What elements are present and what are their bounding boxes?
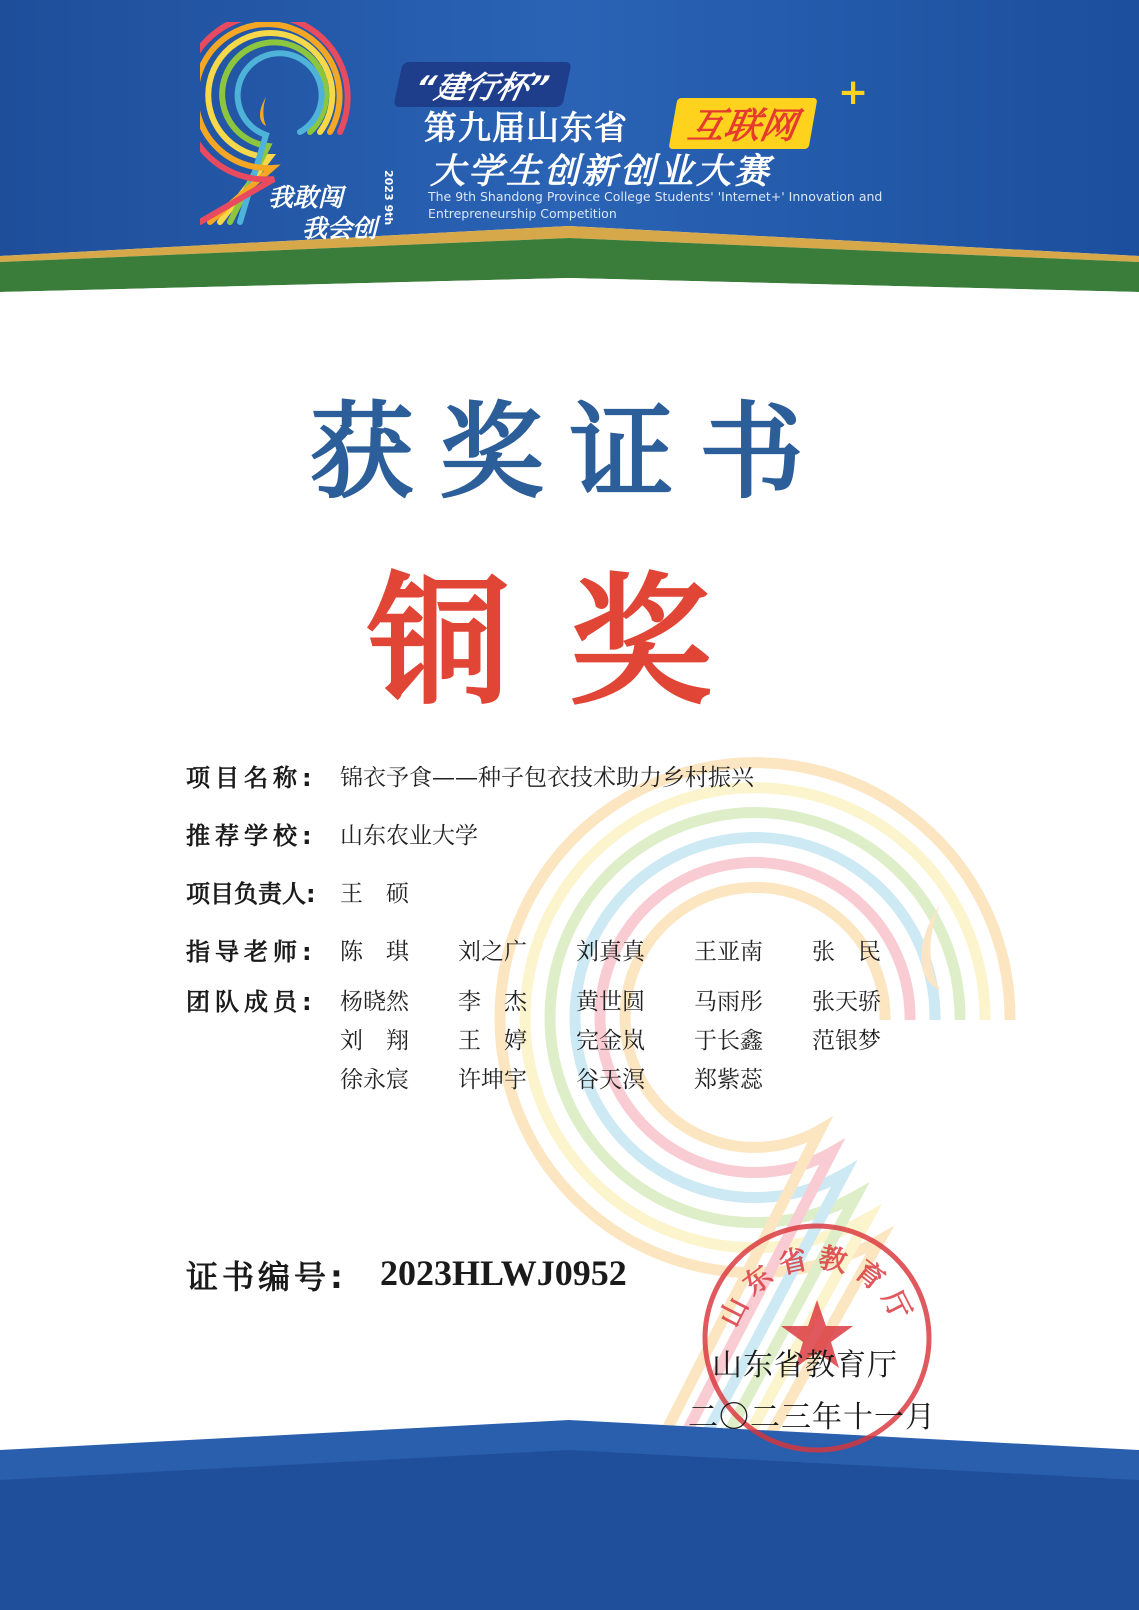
certificate-number-label: 证书编号: [186, 1258, 347, 1296]
member-name: 杨晓然 [340, 989, 409, 1015]
member-name: 李 杰 [458, 989, 527, 1015]
advisor-name: 张 民 [812, 939, 881, 965]
project-value: 锦衣予食——种子包衣技术助力乡村振兴 [340, 765, 754, 791]
project-label: 项目名称: [186, 764, 317, 792]
member-name: 黄世圆 [576, 989, 645, 1015]
competition-title-line-1: 第九届山东省 [424, 108, 628, 147]
member-name: 郑紫蕊 [694, 1067, 763, 1093]
members-label: 团队成员: [186, 988, 317, 1016]
leader-value: 王 硕 [340, 881, 409, 907]
member-name: 刘 翔 [340, 1028, 409, 1054]
member-name: 马雨彤 [694, 989, 763, 1015]
issue-date: 二〇二三年十一月 [688, 1400, 936, 1435]
internet-plus-badge: 互联网 [669, 98, 818, 149]
certificate-number: 2023HLWJ0952 [380, 1253, 627, 1293]
plus-sign: + [838, 72, 869, 113]
member-name: 王 婷 [458, 1028, 527, 1054]
seal-text: 山东省教育厅 [712, 1240, 922, 1332]
advisor-name: 刘真真 [576, 939, 645, 965]
leader-label: 项目负责人: [186, 880, 316, 908]
member-name: 于长鑫 [694, 1028, 763, 1054]
award-level: 铜奖 [367, 560, 772, 725]
advisor-name: 刘之广 [458, 939, 527, 965]
advisor-name: 陈 琪 [340, 939, 409, 965]
member-name: 徐永宸 [340, 1067, 409, 1093]
header-banner [0, 0, 1139, 300]
member-name: 完金岚 [576, 1028, 645, 1054]
cup-title: “建行杯” [393, 62, 572, 107]
member-name: 谷天溟 [576, 1067, 645, 1093]
english-title: The 9th Shandong Province College Students' 'Internet+' Innovation and Entrepreneurship Competition [428, 189, 883, 221]
member-name: 许坤宇 [458, 1067, 527, 1093]
year-mark: 2023 9th [382, 170, 395, 226]
member-name: 张天骄 [812, 989, 881, 1015]
school-value: 山东农业大学 [340, 823, 478, 849]
footer-banner [0, 1420, 1139, 1610]
member-name: 范银梦 [812, 1028, 881, 1054]
advisor-name: 王亚南 [694, 939, 763, 965]
slogan-line-2: 我会创 [302, 214, 378, 243]
competition-title-line-2: 大学生创新创业大赛 [430, 152, 773, 192]
certificate-title: 获奖证书 [309, 391, 830, 513]
advisor-label: 指导老师: [186, 938, 317, 966]
slogan-line-1: 我敢闯 [268, 183, 344, 212]
issuer-name: 山东省教育厅 [712, 1348, 898, 1383]
school-label: 推荐学校: [186, 822, 317, 850]
